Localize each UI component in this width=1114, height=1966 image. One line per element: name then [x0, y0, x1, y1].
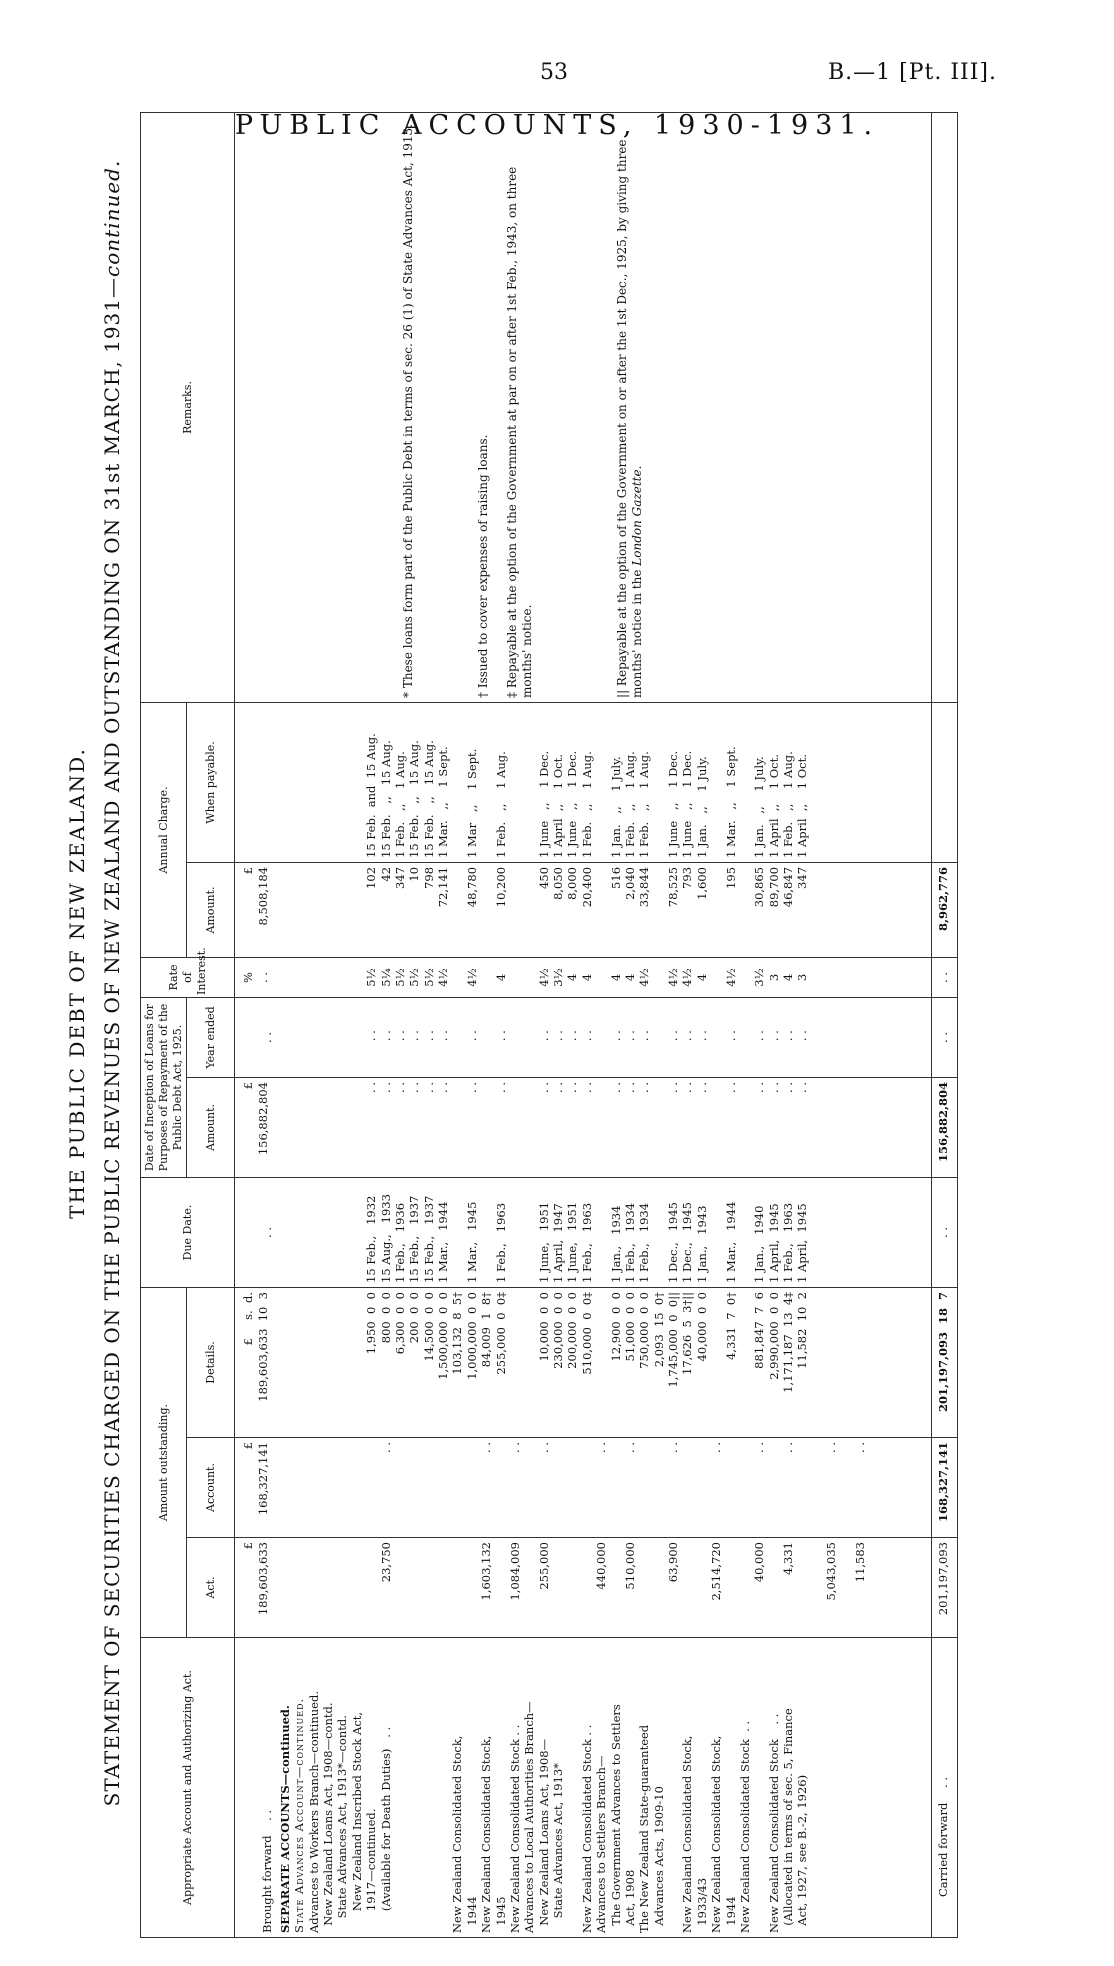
brought-forward-inception: £ 156,882,804 — [235, 1078, 276, 1178]
col-when-payable: When payable. — [187, 702, 235, 862]
brought-forward-act: £ 189,603,633 — [235, 1538, 276, 1638]
account-line: New Zealand Consolidated Stock, 1944 — [709, 1735, 738, 1933]
carried-forward-remarks — [932, 112, 958, 702]
brought-forward-when — [235, 702, 276, 862]
col-annual-charge: Annual Charge. — [141, 702, 187, 957]
account-line: New Zealand Consolidated Stock . . — [579, 1724, 594, 1933]
page-number: 53 — [540, 60, 568, 85]
remark-1: * These loans form part of the Public Debt in terms of sec. 26 (1) of State Advances Act, 1913. — [401, 124, 416, 698]
account-line: (Available for Death Duties) . . — [378, 1726, 393, 1912]
carried-forward-inception: 156,882,804 — [932, 1078, 958, 1178]
carried-forward-details: 201,197,093 18 7 — [932, 1288, 958, 1438]
col-details: Details. — [187, 1288, 235, 1438]
carried-forward-account: 168,327,141 — [932, 1438, 958, 1538]
carried-forward-charge: 8,962,776 — [932, 862, 958, 957]
body-charge: 102 42 347 10 798 72,141 48,780 10,200 450 8,050 8,000 20,400 516 2,040 33,844 78,525 793 1,600 195 30,865 89,700 46,847 347 — [276, 862, 932, 957]
body-rate: 5½ 5¼ 5½ 5½ 5½ 4½ 4½ 4 4½ 3½ 4 4 4 4 4½ 4½ 4½ 4 4½ 3½ 3 4 3 — [276, 957, 932, 997]
body-account: . . . . . . . . . . . . . . . . . . . . . . . . — [276, 1438, 932, 1538]
carried-forward-label: Carried forward . . — [932, 1638, 958, 1938]
brought-forward-details: £ s. d. 189,603,633 10 3 — [235, 1288, 276, 1438]
remarks-cell — [235, 112, 932, 702]
account-line: New Zealand Loans Act, 1908—contd. — [321, 1702, 335, 1933]
account-line: State Advances Account—continued. — [292, 1697, 307, 1933]
account-line: SEPARATE ACCOUNTS—continued. — [277, 1705, 292, 1933]
col-act-label: Appropriate Account and Authorizing Act. — [141, 1638, 235, 1938]
carried-forward-rate: . . — [932, 957, 958, 997]
brought-forward-year: . . — [235, 997, 276, 1077]
carried-forward-due: . . — [932, 1178, 958, 1288]
account-line: New Zealand Inscribed Stock Act, 1917—continued. — [349, 1711, 379, 1912]
col-rate: Rate of Interest. — [141, 957, 235, 997]
page-reference: B.—1 [Pt. III]. — [828, 60, 998, 85]
table-row-carried-forward — [932, 112, 958, 1937]
account-line: New Zealand Consolidated Stock, 1944 — [450, 1735, 479, 1933]
col-year-ended: Year ended — [187, 997, 235, 1077]
account-line: Advances to Settlers Branch— The Government Advances to Settlers Act, 1908 — [594, 1704, 637, 1933]
col-account: Account. — [187, 1438, 235, 1538]
brought-forward-label: Brought forward . . — [235, 1638, 276, 1938]
account-line: State Advances Act, 1913*—contd. — [335, 1715, 350, 1933]
table-row-brought-forward — [235, 112, 276, 1937]
account-line: New Zealand Consolidated Stock . . (Allocated in terms of sec. 5, Finance Act, 1927, see B.-2, 1926) — [766, 1708, 810, 1933]
account-line: New Zealand Consolidated Stock, 1945 — [479, 1735, 508, 1933]
account-line: New Zealand Consolidated Stock, 1933/43 — [680, 1735, 709, 1933]
account-line: New Zealand Consolidated Stock . . — [507, 1724, 522, 1933]
col-remarks: Remarks. — [141, 112, 235, 702]
carried-forward-year: . . — [932, 997, 958, 1077]
statement-subheading: STATEMENT OF SECURITIES CHARGED ON THE PUBLIC REVENUES OF NEW ZEALAND AND OUTSTANDING ON 31st MARCH, 1931—continued. — [100, 159, 124, 1807]
carried-forward-when — [932, 702, 958, 862]
account-line: Advances to Workers Branch—continued. — [306, 1691, 321, 1933]
account-line: New Zealand Consolidated Stock . . — [737, 1720, 752, 1933]
body-accounts — [276, 1638, 932, 1938]
remark-3: ‡ Repayable at the option of the Government at par on or after 1st Feb., 1943, on three months' notice. — [505, 166, 535, 698]
account-line: The New Zealand State-guaranteed Advances Acts, 1909-10 — [637, 1724, 666, 1933]
body-details: 1,950 0 0 800 0 0 6,300 0 0 200 0 0 14,500 0 0 1,500,000 0 0 103,132 8 5† 1,000,000 0 0 84,009 1 8† 255,000 0 0‡ 10,000 0 0 230,000 0 0 200,000 0 0 510,000 0 0‡ 12,900 0 0 51,000 0 0 750,000 0 0 2,093 15 0† 1,745,000 0 0|| 17,626 5 3†|| 40,000 0 0 4,331 7 0† 881,847 7 6 2,990,000 0 0 1,171,187 13 4‡ 11,582 10 2 — [276, 1288, 932, 1438]
statement-heading: THE PUBLIC DEBT OF NEW ZEALAND. — [65, 747, 89, 1219]
remark-4: || Repayable at the option of the Government on or after the 1st Dec., 1925, by giving three months' notice in the London Gazette. — [615, 139, 645, 698]
account-line: Advances to Local Authorities Branch— New Zealand Loans Act, 1908— State Advances Act, 1913* — [522, 1701, 565, 1933]
carried-forward-act: 201,197,093 — [932, 1538, 958, 1638]
page-title: PUBLIC ACCOUNTS, 1930-1931. — [234, 110, 880, 141]
remark-2: † Issued to cover expenses of raising loans. — [476, 434, 491, 698]
brought-forward-due: . . — [235, 1178, 276, 1288]
col-amount-outstanding: Amount outstanding. — [141, 1288, 187, 1638]
col-inception: Date of Inception of Loans for Purposes of Repayment of the Public Debt Act, 1925. — [141, 997, 187, 1177]
body-when: 15 Feb. and 15 Aug. 15 Feb. ,, 15 Aug. 1 Feb. ,, 1 Aug. 15 Feb. ,, 15 Aug. 15 Feb. ,, 15 Aug. 1 Mar. ,, 1 Sept. 1 Mar ,, 1 Sept. 1 Feb. ,, 1 Aug. 1 June ,, 1 Dec. 1 April ,, 1 Oct. 1 June ,, 1 Dec. 1 Feb. ,, 1 Aug. 1 Jan. ,, 1 July. 1 Feb. ,, 1 Aug. 1 Feb. ,, 1 Aug. 1 June ,, 1 Dec. 1 June ,, 1 Dec. 1 Jan. ,, 1 July. 1 Mar. ,, 1 Sept. 1 Jan. ,, 1 July. 1 April ,, 1 Oct. 1 Feb. ,, 1 Aug. 1 April ,, 1 Oct. — [276, 702, 932, 862]
securities-table — [140, 112, 958, 1938]
col-due-date: Due Date. — [141, 1178, 235, 1288]
brought-forward-rate: % . . — [235, 957, 276, 997]
col-inception-amount: Amount. — [187, 1078, 235, 1178]
body-due: 15 Feb., 1932 15 Aug., 1933 1 Feb., 1936 15 Feb., 1937 15 Feb., 1937 1 Mar., 1944 1 Mar., 1945 1 Feb., 1963 1 June, 1951 1 April, 1947 1 June, 1951 1 Feb., 1963 1 Jan., 1934 1 Feb., 1934 1 Feb., 1934 1 Dec., 1945 1 Dec., 1945 1 Jan., 1943 1 Mar., 1944 1 Jan., 1940 1 April, 1945 1 Feb., 1963 1 April, 1945 — [276, 1178, 932, 1288]
brought-forward-account: £ 168,327,141 — [235, 1438, 276, 1538]
col-act: Act. — [187, 1538, 235, 1638]
brought-forward-charge: £ 8,508,184 — [235, 862, 276, 957]
body-year: . . . . . . . . . . . . . . . . . . . . . . . . . . . . . . . . . . . . . . . . . . . . . . — [276, 997, 932, 1077]
body-inception: . . . . . . . . . . . . . . . . . . . . . . . . . . . . . . . . . . . . . . . . . . . . . . — [276, 1078, 932, 1178]
col-annual-amount: Amount. — [187, 862, 235, 957]
body-act: 23,750 1,603,132 1,084,009 255,000 440,000 510,000 63,900 2,514,720 40,000 4,331 5,043,035 11,583 — [276, 1538, 932, 1638]
